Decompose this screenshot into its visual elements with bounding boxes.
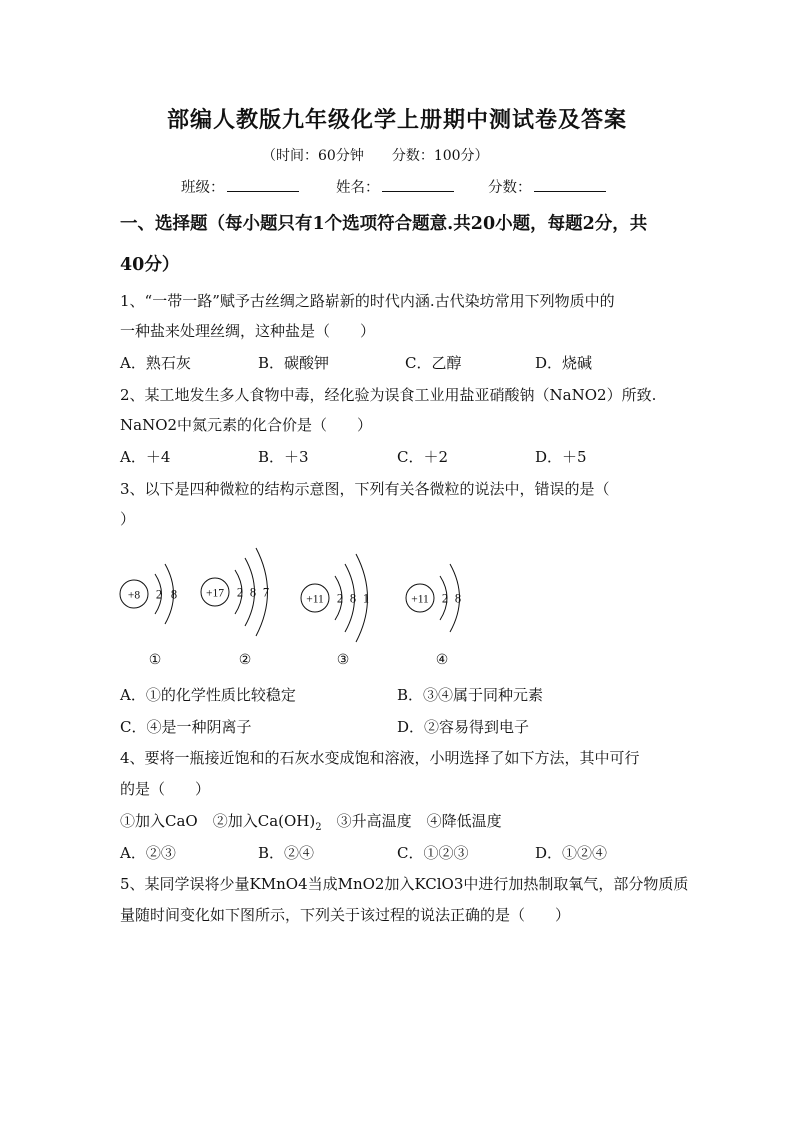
class-field: [181, 176, 299, 197]
q4-methods: [120, 810, 502, 833]
q4-methods-subscript: 2: [315, 822, 322, 833]
shell-electrons: 7: [262, 585, 270, 600]
score-field: [488, 176, 606, 197]
shell-electrons: 2: [236, 585, 244, 600]
nucleus-charge: +8: [127, 589, 141, 602]
q4-line2: 的是（ ）: [120, 780, 211, 798]
q2-line1: 2、某工地发生多人食物中毒，经化验为误食工业用盐亚硝酸钠（NaNO2）所致.: [120, 386, 657, 404]
atom-label: ④: [435, 653, 449, 668]
shell-electrons: 8: [249, 585, 257, 600]
atom-label: ②: [238, 653, 252, 668]
shell-electrons: 2: [441, 591, 449, 606]
section-title-line1: 一、选择题（每小题只有1个选项符合题意.共20小题，每题2分，共: [120, 214, 648, 234]
atom-label: ③: [336, 653, 350, 668]
q1-option-b: B．碳酸钾: [258, 354, 330, 372]
shell-electrons: 8: [170, 587, 178, 602]
shell-electrons: 8: [454, 591, 462, 606]
q4-methods-part1: ①加入CaO ②加入Ca(OH): [120, 812, 316, 830]
q4-option-c: C．①②③: [397, 844, 469, 862]
q4-methods-part2: ③升高温度 ④降低温度: [321, 812, 502, 830]
atom-diagram-3: [301, 554, 369, 668]
shell-electrons: 2: [336, 591, 344, 606]
name-field: [336, 176, 454, 197]
exam-subtitle: （时间：60分钟 分数：100分）: [262, 148, 489, 164]
q2-line2: NaNO2中氮元素的化合价是（ ）: [120, 416, 373, 434]
q3-line1: 3、以下是四种微粒的结构示意图，下列有关各微粒的说法中，错误的是（: [120, 480, 610, 498]
q1-line1: 1、“一带一路”赋予古丝绸之路崭新的时代内涵.古代染坊常用下列物质中的: [120, 292, 615, 310]
q4-line1: 4、要将一瓶接近饱和的石灰水变成饱和溶液，小明选择了如下方法，其中可行: [120, 749, 640, 767]
q1-line2: 一种盐来处理丝绸，这种盐是（ ）: [120, 322, 376, 340]
q3-option-d: D．②容易得到电子: [397, 718, 530, 736]
atom-label: ①: [148, 653, 162, 668]
q5-line2: 量随时间变化如下图所示，下列关于该过程的说法正确的是（ ）: [120, 906, 571, 924]
nucleus-charge: +11: [306, 593, 324, 606]
score-blank: [534, 179, 606, 192]
shell-electrons: 2: [155, 587, 163, 602]
atom-diagram-2: [201, 548, 269, 668]
atom-diagram-4: [406, 564, 461, 668]
section-title-line2: 40分）: [120, 255, 180, 275]
q2-option-c: C．＋2: [397, 448, 449, 466]
q5-line1: 5、某同学误将少量KMnO4当成MnO2加入KClO3中进行加热制取氧气，部分物质质: [120, 875, 689, 893]
q3-option-c: C．④是一种阴离子: [120, 718, 252, 736]
shell-electrons: 8: [349, 591, 357, 606]
atom-diagrams: [110, 540, 490, 675]
q2-option-d: D．＋5: [535, 448, 587, 466]
name-blank: [382, 179, 454, 192]
q1-option-c: C．乙醇: [405, 354, 462, 372]
q3-line2: ）: [120, 510, 136, 528]
atom-diagram-1: [120, 564, 177, 668]
q4-option-d: D．①②④: [535, 844, 608, 862]
class-label: 班级：: [181, 180, 225, 196]
class-blank: [227, 179, 299, 192]
q2-option-a: A．＋4: [120, 448, 171, 466]
q1-option-d: D．烧碱: [535, 354, 593, 372]
score-label: 分数：: [488, 180, 532, 196]
q3-option-b: B．③④属于同种元素: [397, 686, 544, 704]
nucleus-charge: +17: [206, 587, 224, 600]
q1-option-a: A．熟石灰: [120, 354, 191, 372]
shell-electrons: 1: [362, 591, 370, 606]
name-label: 姓名：: [336, 180, 380, 196]
q4-option-a: A．②③: [120, 844, 176, 862]
q3-option-a: A．①的化学性质比较稳定: [120, 686, 296, 704]
page-title: 部编人教版九年级化学上册期中测试卷及答案: [166, 107, 627, 133]
q2-option-b: B．＋3: [258, 448, 309, 466]
nucleus-charge: +11: [411, 593, 429, 606]
q4-option-b: B．②④: [258, 844, 315, 862]
